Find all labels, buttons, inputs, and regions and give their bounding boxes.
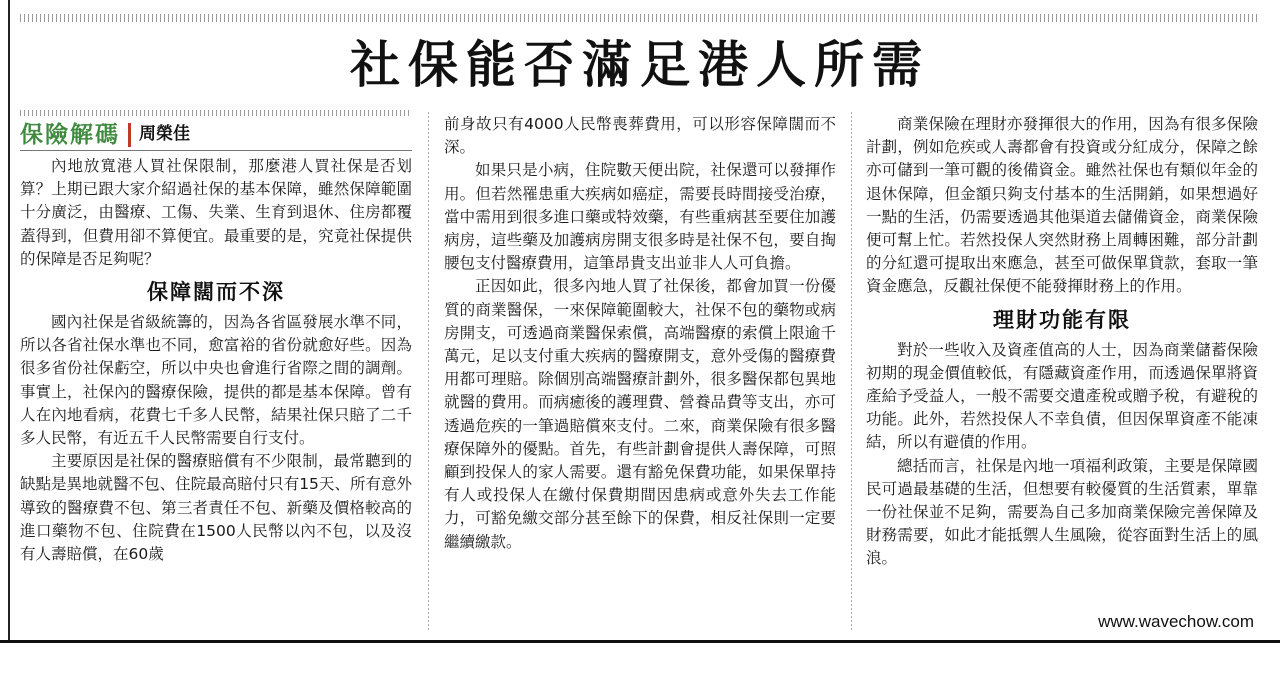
subheading: 保障闊而不深 — [147, 280, 285, 305]
column-separator — [851, 112, 852, 632]
column-header-dots — [20, 110, 412, 116]
author-name: 周榮佳 — [139, 124, 190, 145]
paragraph: 主要原因是社保的醫療賠償有不少限制，最常聽到的缺點是異地就醫不包、住院最高賠付只有15天、所有意外導致的醫療費不包、第三者責任不包、新藥及價格較高的進口藥物不包、住院費在1500人民幣以內不包，以及沒有人壽賠償，在60歲 — [20, 452, 412, 564]
article-column-2 — [444, 113, 836, 554]
top-dotted-rule — [20, 14, 1260, 22]
column-divider-bar — [128, 123, 131, 147]
bottom-rule — [0, 640, 1280, 643]
paragraph: 如果只是小病，住院數天便出院，社保還可以發揮作用。但若然罹患重大疾病如癌症，需要長時間接受治療，當中需用到很多進口藥或特效藥，有些重病甚至要住加護病房，這些藥及加護病房開支很多時是社保不包，要自掏腰包支付醫療費用，這筆昂貴支出並非人人可負擔。 — [444, 161, 836, 273]
paragraph: 總括而言，社保是內地一項福利政策，主要是保障國民可過最基礎的生活，但想要有較優質的生活質素，單靠一份社保並不足夠，需要為自己多加商業保險完善保障及財務需要，如此才能抵禦人生風險，從容面對生活上的風浪。 — [866, 456, 1258, 568]
paragraph: 國內社保是省級統籌的，因為各省區發展水準不同，所以各省社保水準也不同，愈富裕的省份就愈好些。因為很多省份社保虧空，所以中央也會進行省際之間的調劑。事實上，社保內的醫療保險，提供的都是基本保障。曾有人在內地看病，花費七千多人民幣，結果社保只賠了二千多人民幣，有近五千人民幣需要自行支付。 — [20, 313, 412, 448]
paragraph: 前身故只有4000人民幣喪葬費用，可以形容保障闊而不深。 — [444, 115, 836, 157]
paragraph: 正因如此，很多內地人買了社保後，都會加買一份優質的商業醫保，一來保障範圍較大，社保不包的藥物或病房開支，可透過商業醫保索償，高端醫療的索償上限逾千萬元，足以支付重大疾病的醫療開支，意外受傷的醫療費用都可理賠。除個別高端醫療計劃外，很多醫保都包異地就醫的費用。而病癒後的護理費、營養品費等支出，亦可透過危疾的一筆過賠償來支付。二來，商業保險有很多醫療保障外的優點。首先，有些計劃會提供人壽保障，可照顧到投保人的家人需要。還有豁免保費功能，如果保單持有人或投保人在繳付保費期間因患病或意外失去工作能力，可豁免繳交部分甚至餘下的保費，相反社保則一定要繼續繳款。 — [444, 277, 836, 551]
article-column-3 — [866, 113, 1258, 571]
paragraph: 商業保險在理財亦發揮很大的作用，因為有很多保險計劃，例如危疾或人壽都會有投資或分紅成分，保障之餘亦可儲到一筆可觀的後備資金。雖然社保也有類似年金的退休保障，但金額只夠支付基本的生活開銷，如果想過好一點的生活，仍需要透過其他渠道去儲備資金，商業保險便可幫上忙。若然投保人突然財務上周轉困難，部分計劃的分紅還可提取出來應急，甚至可做保單貸款，套取一筆資金應急，反觀社保便不能發揮財務上的作用。 — [866, 115, 1258, 296]
paragraph: 內地放寬港人買社保限制，那麼港人買社保是否划算？上期已跟大家介紹過社保的基本保障，雖然保障範圍十分廣泛，由醫療、工傷、失業、生育到退休、住房都覆蓋得到，但費用卻不算便宜。最重要的是，究竟社保提供的保障是否足夠呢？ — [20, 157, 412, 268]
article-title: 社保能否滿足港人所需 — [350, 36, 930, 94]
website-url: www.wavechow.com — [1098, 612, 1254, 631]
column-header — [20, 120, 412, 151]
subheading: 理財功能有限 — [993, 307, 1131, 332]
column-separator — [428, 112, 429, 632]
paragraph: 對於一些收入及資產值高的人士，因為商業儲蓄保險初期的現金價值較低，有隱藏資產作用，而透過保單將資產給予受益人，一般不需要交遺產稅或贈予稅，有避稅的功能。此外，若然投保人不幸負債，但因保單資產不能凍結，所以有避債的作用。 — [866, 340, 1258, 452]
article-column-1 — [20, 110, 412, 566]
column-name: 保險解碼 — [20, 121, 120, 149]
